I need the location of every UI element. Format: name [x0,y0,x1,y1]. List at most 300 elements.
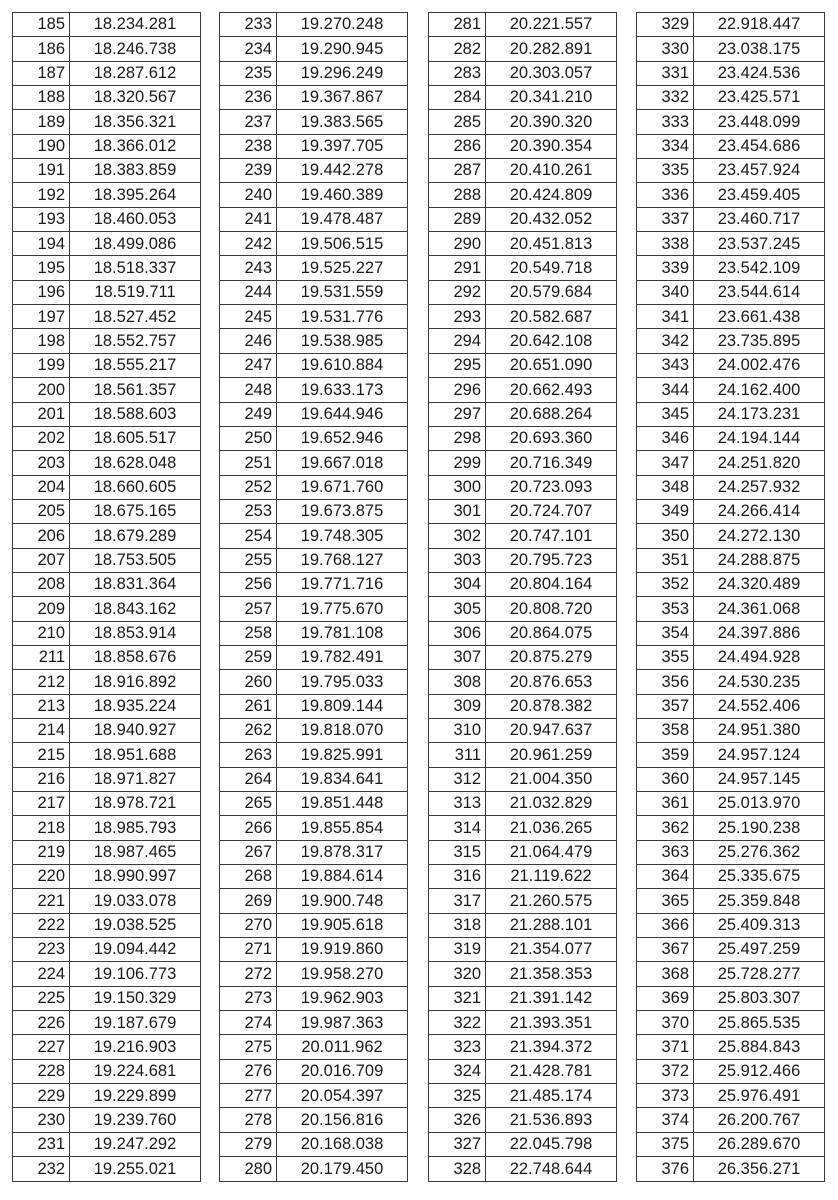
row-number: 368 [637,962,694,986]
row-value: 18.916.892 [70,670,201,694]
row-number: 253 [220,499,277,523]
row-number: 267 [220,840,277,864]
row-value: 20.795.723 [486,548,617,572]
row-number: 201 [13,402,70,426]
table-row [429,402,617,426]
row-value: 24.320.489 [694,572,825,596]
row-number: 270 [220,913,277,937]
row-value: 18.971.827 [70,767,201,791]
table-row [220,572,408,596]
row-number: 341 [637,305,694,329]
row-number: 308 [429,670,486,694]
table-row [13,621,201,645]
data-table-1 [12,12,201,1182]
table-row [429,572,617,596]
table-row [429,986,617,1010]
row-value: 21.394.372 [486,1035,617,1059]
table-row [637,305,825,329]
row-number: 290 [429,232,486,256]
row-number: 262 [220,718,277,742]
row-value: 19.834.641 [277,767,408,791]
row-value: 24.266.414 [694,499,825,523]
row-value: 19.825.991 [277,743,408,767]
table-row [429,645,617,669]
table-row [637,426,825,450]
table-row [429,1108,617,1132]
row-value: 18.675.165 [70,499,201,523]
table-row [637,61,825,85]
row-number: 324 [429,1059,486,1083]
table-row [637,548,825,572]
table-row [13,86,201,110]
row-number: 336 [637,183,694,207]
row-number: 187 [13,61,70,85]
row-number: 334 [637,134,694,158]
table-row [637,597,825,621]
row-value: 18.951.688 [70,743,201,767]
row-value: 22.918.447 [694,13,825,37]
table-row [220,37,408,61]
row-number: 351 [637,548,694,572]
row-number: 332 [637,86,694,110]
row-value: 18.843.162 [70,597,201,621]
row-number: 325 [429,1084,486,1108]
row-number: 349 [637,499,694,523]
table-row [637,183,825,207]
row-value: 19.667.018 [277,451,408,475]
table-row [220,913,408,937]
row-value: 19.905.618 [277,913,408,937]
row-number: 303 [429,548,486,572]
row-number: 317 [429,889,486,913]
table-row [429,743,617,767]
row-value: 23.424.536 [694,61,825,85]
table-row [637,962,825,986]
table-row [13,1059,201,1083]
row-value: 21.393.351 [486,1011,617,1035]
table-row [429,353,617,377]
table-row [429,378,617,402]
table-row [13,938,201,962]
table-row [220,110,408,134]
row-value: 19.958.270 [277,962,408,986]
data-table-2 [219,12,408,1182]
table-row [637,792,825,816]
table-row [220,426,408,450]
row-number: 281 [429,13,486,37]
row-number: 276 [220,1059,277,1083]
table-row [637,1157,825,1181]
row-value: 21.485.174 [486,1084,617,1108]
table-row [220,1059,408,1083]
row-value: 19.397.705 [277,134,408,158]
row-number: 256 [220,572,277,596]
row-number: 322 [429,1011,486,1035]
table-row [220,305,408,329]
table-row [637,840,825,864]
row-number: 339 [637,256,694,280]
table-row [429,475,617,499]
table-row [13,134,201,158]
row-value: 19.224.681 [70,1059,201,1083]
table-row [13,207,201,231]
row-number: 271 [220,938,277,962]
row-value: 18.246.738 [70,37,201,61]
row-value: 20.864.075 [486,621,617,645]
table-row [13,743,201,767]
row-number: 220 [13,865,70,889]
table-row [429,1084,617,1108]
row-value: 23.542.109 [694,256,825,280]
row-number: 254 [220,524,277,548]
row-number: 222 [13,913,70,937]
table-row [220,402,408,426]
row-value: 23.735.895 [694,329,825,353]
table-row [13,572,201,596]
row-value: 18.366.012 [70,134,201,158]
row-value: 21.288.101 [486,913,617,937]
row-number: 196 [13,280,70,304]
table-row [637,475,825,499]
table-row [13,767,201,791]
table-row [13,305,201,329]
row-value: 24.272.130 [694,524,825,548]
table-row [13,499,201,523]
row-value: 22.748.644 [486,1157,617,1181]
row-number: 188 [13,86,70,110]
table-row [220,792,408,816]
table-row [429,207,617,231]
table-row [637,621,825,645]
row-value: 19.809.144 [277,694,408,718]
table-row [220,986,408,1010]
table-row [13,329,201,353]
row-number: 186 [13,37,70,61]
table-row [13,1035,201,1059]
table-row [637,499,825,523]
row-value: 20.390.320 [486,110,617,134]
table-row [637,1059,825,1083]
row-value: 24.957.145 [694,767,825,791]
row-value: 20.642.108 [486,329,617,353]
row-number: 343 [637,353,694,377]
row-value: 24.494.928 [694,645,825,669]
table-row [429,913,617,937]
row-value: 19.775.670 [277,597,408,621]
row-value: 21.119.622 [486,865,617,889]
row-number: 210 [13,621,70,645]
table-row [637,207,825,231]
row-value: 20.582.687 [486,305,617,329]
row-number: 375 [637,1132,694,1156]
table-row [220,86,408,110]
row-number: 347 [637,451,694,475]
row-value: 20.579.684 [486,280,617,304]
row-number: 340 [637,280,694,304]
table-row [429,232,617,256]
row-number: 307 [429,645,486,669]
row-number: 374 [637,1108,694,1132]
row-number: 265 [220,792,277,816]
row-number: 287 [429,159,486,183]
row-value: 19.460.389 [277,183,408,207]
row-value: 18.499.086 [70,232,201,256]
row-value: 24.951.380 [694,718,825,742]
row-number: 316 [429,865,486,889]
row-number: 232 [13,1157,70,1181]
row-value: 24.162.400 [694,378,825,402]
table-row [13,353,201,377]
row-number: 297 [429,402,486,426]
row-value: 18.858.676 [70,645,201,669]
row-number: 320 [429,962,486,986]
table-row [637,913,825,937]
row-value: 19.795.033 [277,670,408,694]
row-number: 354 [637,621,694,645]
row-number: 260 [220,670,277,694]
row-number: 282 [429,37,486,61]
table-row [13,645,201,669]
table-row [429,499,617,523]
table-row [220,889,408,913]
row-number: 213 [13,694,70,718]
row-number: 195 [13,256,70,280]
table-row [429,816,617,840]
row-number: 245 [220,305,277,329]
row-number: 302 [429,524,486,548]
row-value: 21.354.077 [486,938,617,962]
row-number: 230 [13,1108,70,1132]
row-number: 200 [13,378,70,402]
row-value: 19.506.515 [277,232,408,256]
row-value: 24.957.124 [694,743,825,767]
table-row [429,840,617,864]
table-row [220,865,408,889]
row-number: 285 [429,110,486,134]
row-number: 278 [220,1108,277,1132]
table-row [637,378,825,402]
row-value: 20.876.653 [486,670,617,694]
row-number: 221 [13,889,70,913]
table-row [429,1157,617,1181]
row-number: 350 [637,524,694,548]
table-row [637,718,825,742]
table-row [637,329,825,353]
table-row [220,1035,408,1059]
row-number: 315 [429,840,486,864]
row-number: 199 [13,353,70,377]
table-row [637,110,825,134]
table-row [429,305,617,329]
row-value: 25.497.259 [694,938,825,962]
row-number: 264 [220,767,277,791]
table-row [220,597,408,621]
table-row [429,110,617,134]
row-value: 24.397.886 [694,621,825,645]
row-number: 371 [637,1035,694,1059]
row-number: 277 [220,1084,277,1108]
row-value: 19.255.021 [70,1157,201,1181]
row-number: 323 [429,1035,486,1059]
row-value: 24.257.932 [694,475,825,499]
row-number: 249 [220,402,277,426]
row-value: 18.320.567 [70,86,201,110]
row-value: 18.395.264 [70,183,201,207]
table-row [220,1084,408,1108]
row-number: 362 [637,816,694,840]
row-value: 18.356.321 [70,110,201,134]
table-row [429,280,617,304]
table-row [13,183,201,207]
table-row [13,256,201,280]
table-row [637,86,825,110]
row-value: 18.383.859 [70,159,201,183]
row-number: 250 [220,426,277,450]
row-value: 19.296.249 [277,61,408,85]
table-row [220,232,408,256]
table-row [220,816,408,840]
row-value: 24.173.231 [694,402,825,426]
table-row [429,329,617,353]
row-value: 26.200.767 [694,1108,825,1132]
table-row [637,865,825,889]
table-row [637,694,825,718]
row-value: 25.190.238 [694,816,825,840]
row-number: 291 [429,256,486,280]
row-number: 365 [637,889,694,913]
table-row [637,232,825,256]
table-row [637,524,825,548]
row-value: 19.855.854 [277,816,408,840]
row-value: 19.239.760 [70,1108,201,1132]
row-number: 272 [220,962,277,986]
row-number: 296 [429,378,486,402]
table-row [429,718,617,742]
row-value: 19.781.108 [277,621,408,645]
row-value: 20.875.279 [486,645,617,669]
row-value: 25.728.277 [694,962,825,986]
table-row [13,280,201,304]
table-row [13,548,201,572]
data-table-4 [636,12,825,1182]
table-row [637,572,825,596]
row-value: 18.518.337 [70,256,201,280]
table-row [13,694,201,718]
row-value: 19.216.903 [70,1035,201,1059]
row-value: 19.531.559 [277,280,408,304]
row-number: 255 [220,548,277,572]
row-value: 25.884.843 [694,1035,825,1059]
table-row [429,597,617,621]
row-value: 19.851.448 [277,792,408,816]
table-row [220,938,408,962]
row-number: 224 [13,962,70,986]
row-value: 19.442.278 [277,159,408,183]
table-row [429,183,617,207]
table-row [637,1084,825,1108]
row-number: 209 [13,597,70,621]
row-value: 18.552.757 [70,329,201,353]
row-number: 328 [429,1157,486,1181]
row-number: 335 [637,159,694,183]
row-number: 225 [13,986,70,1010]
table-row [220,61,408,85]
row-value: 22.045.798 [486,1132,617,1156]
row-number: 299 [429,451,486,475]
table-row [220,378,408,402]
row-number: 202 [13,426,70,450]
row-number: 211 [13,645,70,669]
row-number: 283 [429,61,486,85]
row-number: 298 [429,426,486,450]
row-number: 348 [637,475,694,499]
row-number: 247 [220,353,277,377]
row-value: 21.358.353 [486,962,617,986]
table-row [220,1108,408,1132]
table-row [429,670,617,694]
table-row [429,548,617,572]
row-number: 356 [637,670,694,694]
table-row [13,962,201,986]
row-number: 251 [220,451,277,475]
row-number: 214 [13,718,70,742]
table-row [13,37,201,61]
row-number: 258 [220,621,277,645]
table-row [220,962,408,986]
row-number: 185 [13,13,70,37]
row-number: 318 [429,913,486,937]
row-number: 238 [220,134,277,158]
table-row [220,645,408,669]
table-row [429,61,617,85]
row-value: 19.038.525 [70,913,201,937]
row-number: 261 [220,694,277,718]
row-number: 359 [637,743,694,767]
row-value: 19.531.776 [277,305,408,329]
row-number: 294 [429,329,486,353]
table-row [220,499,408,523]
table-row [220,280,408,304]
row-value: 23.448.099 [694,110,825,134]
row-number: 197 [13,305,70,329]
row-value: 23.457.924 [694,159,825,183]
row-value: 20.804.164 [486,572,617,596]
row-number: 337 [637,207,694,231]
row-number: 227 [13,1035,70,1059]
row-value: 19.367.867 [277,86,408,110]
row-number: 244 [220,280,277,304]
row-number: 342 [637,329,694,353]
row-number: 288 [429,183,486,207]
row-value: 20.947.637 [486,718,617,742]
row-number: 273 [220,986,277,1010]
table-row [637,889,825,913]
row-number: 269 [220,889,277,913]
row-value: 25.803.307 [694,986,825,1010]
row-value: 19.270.248 [277,13,408,37]
row-number: 248 [220,378,277,402]
row-value: 21.260.575 [486,889,617,913]
row-number: 363 [637,840,694,864]
row-number: 217 [13,792,70,816]
row-number: 243 [220,256,277,280]
row-number: 190 [13,134,70,158]
row-number: 345 [637,402,694,426]
row-value: 20.432.052 [486,207,617,231]
table-row [429,1035,617,1059]
row-value: 18.935.224 [70,694,201,718]
row-number: 358 [637,718,694,742]
